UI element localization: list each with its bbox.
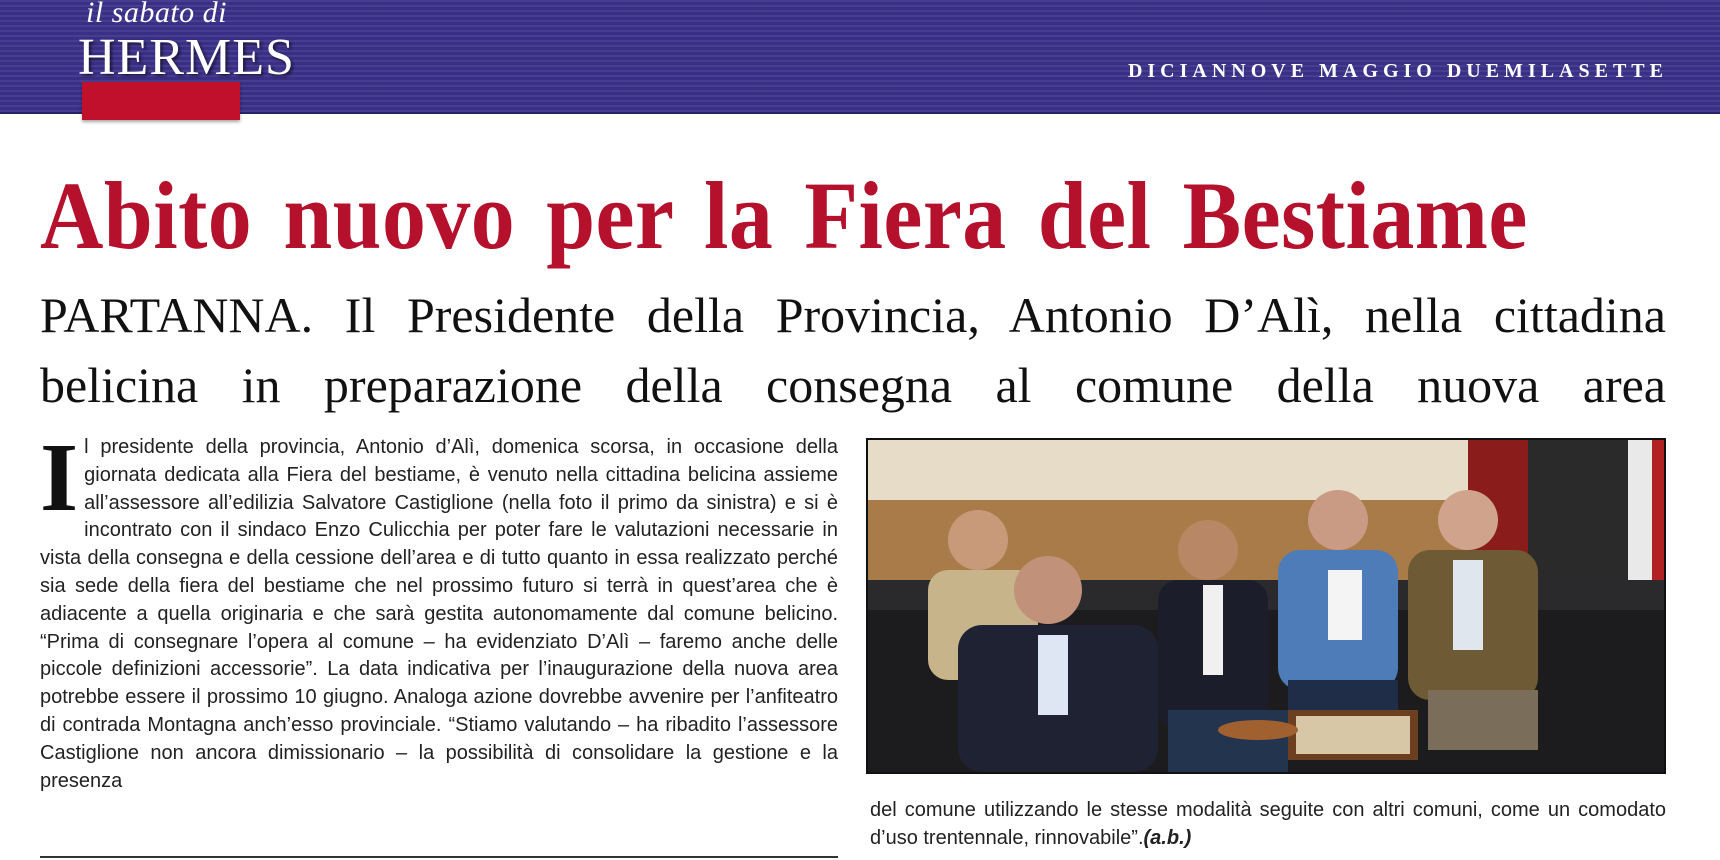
logo-red-block — [82, 82, 240, 120]
logo-title: HERMES — [78, 29, 295, 86]
photo-illustration — [868, 440, 1664, 772]
logo-subtitle: il sabato di — [86, 0, 228, 29]
article-body — [40, 424, 838, 795]
masthead — [0, 0, 1720, 114]
article-continuation — [870, 796, 1666, 852]
continuation-text: del comune utilizzando le stesse modalità seguite con altri comuni, come un comodato d’uso trentennale, rinnovabile”. — [870, 799, 1666, 849]
article-photo — [866, 438, 1666, 774]
article-subhead: PARTANNA. Il Presidente della Provincia, Antonio D’Alì, nella cittadina belicina in preparazione della consegna al comune della nuova area — [40, 287, 1666, 413]
article-headline: Abito nuovo per la Fiera del Bestiame — [40, 162, 1528, 269]
author-signature: (a.b.) — [1143, 827, 1192, 849]
bottom-rule — [40, 856, 838, 858]
drop-cap: I — [40, 424, 79, 532]
article-body-text: l presidente della provincia, Antonio d’Alì, domenica scorsa, in occasione della giornata dedicata alla Fiera del bestiame, è venuto nella cittadina belicina assieme all’assessore all’edilizia Salvatore Castiglione (nella foto il primo da sinistra) e si è incontrato con il sindaco Enzo Culicchia per poter fare le valutazioni necessarie in vista della consegna e della cessione dell’area e di tutto quanto in essa realizzato perché sia sede della fiera del bestiame che nel prossimo futuro si terrà in quest’area che è adiacente a quella originaria e che sarà gestita autonomamente dal comune belicino. “Prima di consegnare l’opera al comune – ha evidenziato D’Alì – faremo anche delle piccole definizioni accessorie”. La data indicativa per l’inaugurazione della nuova area potrebbe essere il prossimo 10 giugno. Analoga azione dovrebbe avvenire per l’anfiteatro di contrada Montagna anch’esso provinciale. “Stiamo valutando – ha ribadito l’assessore Castiglione non ancora dimissionario – la possibilità di consolidare la gestione e la presenza — [40, 436, 838, 792]
issue-date: DICIANNOVE MAGGIO DUEMILASETTE — [1127, 60, 1668, 82]
